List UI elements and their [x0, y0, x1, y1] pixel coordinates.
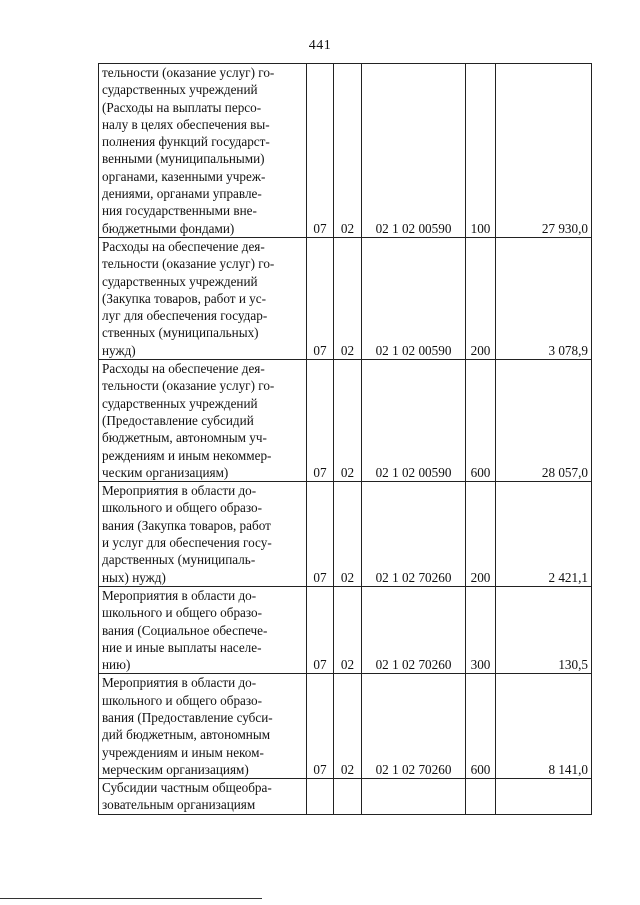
row-target-article: 02 1 02 70260	[362, 482, 466, 587]
table-row	[99, 64, 592, 238]
row-section: 07	[307, 674, 334, 779]
table-body	[99, 64, 592, 815]
row-description: Мероприятия в области до- школьного и общего образо- вания (Предоставление субси- дий бюджетным, автономным учреждениям и иным неком- мерческим организациям)	[99, 674, 307, 779]
row-subsection: 02	[334, 674, 362, 779]
row-expense-type: 200	[466, 482, 496, 587]
row-target-article	[362, 779, 466, 815]
row-section: 07	[307, 586, 334, 673]
row-amount: 130,5	[496, 586, 592, 673]
row-subsection: 02	[334, 360, 362, 482]
page-number: 441	[308, 38, 332, 53]
row-subsection	[334, 779, 362, 815]
row-amount: 2 421,1	[496, 482, 592, 587]
budget-table	[98, 63, 592, 815]
row-section: 07	[307, 64, 334, 238]
row-description: Субсидии частным общеобра- зовательным организациям	[99, 779, 307, 815]
footer-rule	[0, 898, 262, 899]
row-description: Расходы на обеспечение дея- тельности (оказание услуг) го- сударственных учреждений (Предоставление субсидий бюджетным, автономным уч- реждениям и иным некоммер- ческим организациям)	[99, 360, 307, 482]
row-section: 07	[307, 237, 334, 359]
row-expense-type: 300	[466, 586, 496, 673]
row-expense-type: 600	[466, 360, 496, 482]
row-expense-type	[466, 779, 496, 815]
row-target-article: 02 1 02 70260	[362, 586, 466, 673]
table-row	[99, 779, 592, 815]
row-amount: 28 057,0	[496, 360, 592, 482]
row-section: 07	[307, 482, 334, 587]
row-amount: 27 930,0	[496, 64, 592, 238]
row-expense-type: 600	[466, 674, 496, 779]
table-row	[99, 586, 592, 673]
row-target-article: 02 1 02 00590	[362, 64, 466, 238]
row-subsection: 02	[334, 482, 362, 587]
row-amount	[496, 779, 592, 815]
table-row	[99, 674, 592, 779]
table-row	[99, 360, 592, 482]
row-description: тельности (оказание услуг) го- сударственных учреждений (Расходы на выплаты персо- налу в целях обеспечения вы- полнения функций государст- венными (муниципальными) органами, казенными учреж- дениями, органами управле- ния государственными вне- бюджетными фондами)	[99, 64, 307, 238]
row-subsection: 02	[334, 586, 362, 673]
row-target-article: 02 1 02 70260	[362, 674, 466, 779]
row-subsection: 02	[334, 237, 362, 359]
row-subsection: 02	[334, 64, 362, 238]
table-row	[99, 237, 592, 359]
row-target-article: 02 1 02 00590	[362, 360, 466, 482]
row-description: Мероприятия в области до- школьного и общего образо- вания (Социальное обеспече- ние и иные выплаты населе- нию)	[99, 586, 307, 673]
row-expense-type: 200	[466, 237, 496, 359]
row-amount: 8 141,0	[496, 674, 592, 779]
row-target-article: 02 1 02 00590	[362, 237, 466, 359]
row-section	[307, 779, 334, 815]
row-amount: 3 078,9	[496, 237, 592, 359]
row-section: 07	[307, 360, 334, 482]
row-description: Мероприятия в области до- школьного и общего образо- вания (Закупка товаров, работ и услуг для обеспечения госу- дарственных (муниципаль- ных) нужд)	[99, 482, 307, 587]
row-description: Расходы на обеспечение дея- тельности (оказание услуг) го- сударственных учреждений (Закупка товаров, работ и ус- луг для обеспечения государ- ственных (муниципальных) нужд)	[99, 237, 307, 359]
table-row	[99, 482, 592, 587]
row-expense-type: 100	[466, 64, 496, 238]
